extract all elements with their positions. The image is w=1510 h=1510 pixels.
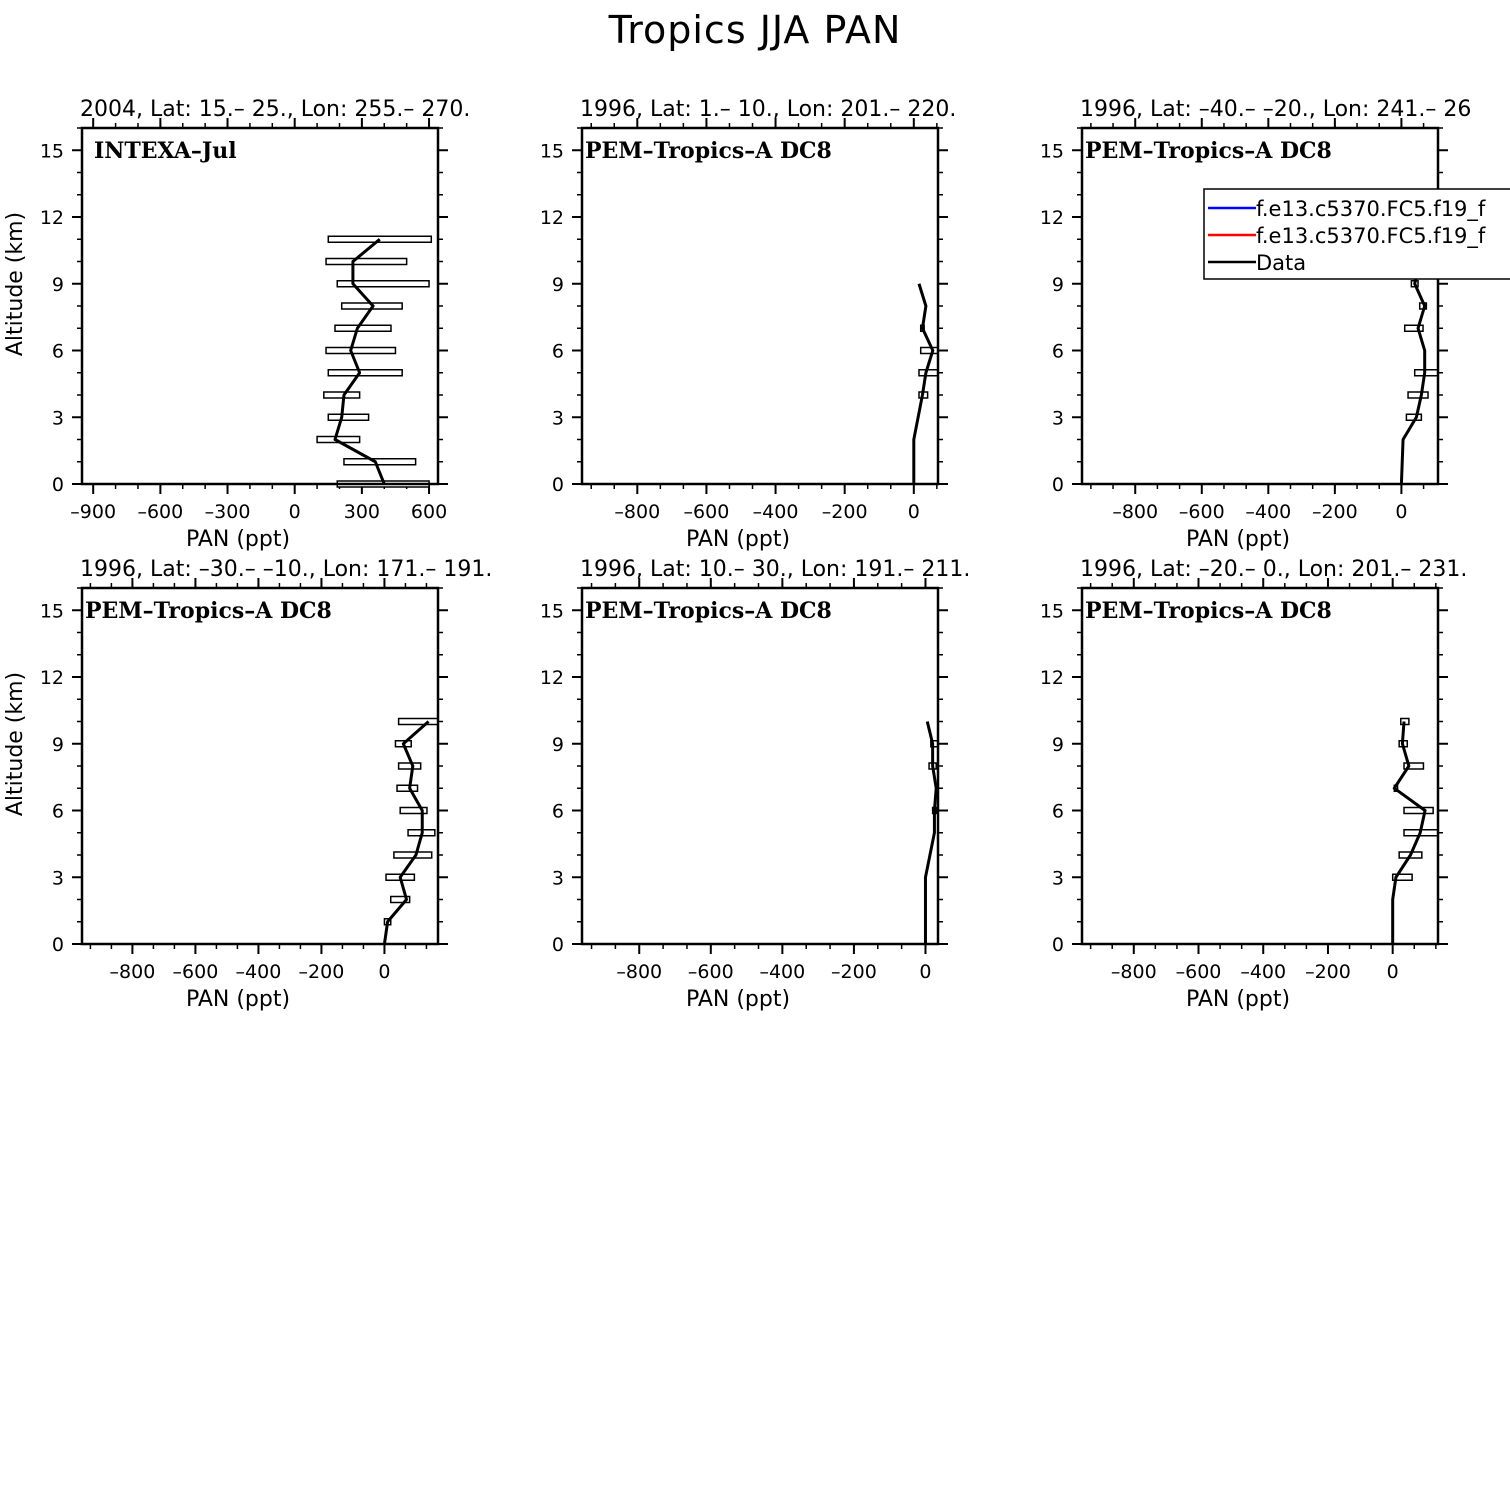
plot-frame: [582, 588, 938, 944]
range-bar: [399, 763, 421, 769]
campaign-label: INTEXA–Jul: [94, 138, 237, 164]
plot-frame: [1082, 588, 1438, 944]
panel-title: 1996, Lat: –30.– –10., Lon: 171.– 191.: [80, 557, 493, 582]
range-bar: [337, 281, 429, 287]
y-tick-label: 15: [1039, 600, 1064, 623]
legend: [1204, 189, 1510, 279]
x-axis-label: PAN (ppt): [685, 987, 791, 1012]
range-bar: [919, 370, 938, 376]
panel-title: 1996, Lat: –20.– 0., Lon: 201.– 231.: [1080, 557, 1468, 582]
x-tick-label: 600: [410, 501, 448, 523]
y-tick-label: 0: [51, 474, 64, 496]
x-tick-label: –800: [614, 501, 661, 523]
y-tick-label: 15: [39, 600, 64, 623]
y-tick-label: 6: [1051, 800, 1064, 823]
y-tick-label: 0: [551, 934, 564, 956]
x-tick-label: –400: [1245, 501, 1292, 523]
y-tick-label: 3: [551, 867, 564, 890]
x-tick-label: –200: [298, 961, 345, 983]
x-tick-label: –800: [616, 961, 663, 983]
campaign-label: PEM–Tropics–A DC8: [1085, 598, 1332, 624]
y-tick-label: 9: [51, 733, 64, 756]
x-tick-label: –200: [1305, 961, 1351, 983]
range-bar: [1404, 808, 1433, 814]
y-tick-label: 9: [1051, 273, 1064, 296]
range-bar: [324, 392, 360, 398]
legend-label: f.e13.c5370.FC5.f19_f: [1256, 224, 1486, 248]
range-bar: [335, 325, 391, 331]
campaign-label: PEM–Tropics–A DC8: [1085, 138, 1332, 164]
y-tick-label: 12: [1039, 667, 1064, 689]
x-tick-label: –400: [752, 501, 799, 523]
x-tick-label: –900: [70, 501, 117, 523]
x-tick-label: –600: [1178, 501, 1225, 523]
y-tick-label: 3: [1051, 867, 1064, 890]
plot-frame: [82, 588, 438, 944]
x-tick-label: –200: [831, 961, 877, 983]
x-tick-label: –300: [204, 501, 251, 523]
panel-title: 2004, Lat: 15.– 25., Lon: 255.– 270.: [80, 97, 471, 122]
y-tick-label: 9: [1051, 733, 1064, 756]
y-tick-label: 12: [1039, 207, 1064, 229]
y-tick-label: 9: [551, 733, 564, 756]
x-axis-label: PAN (ppt): [685, 527, 791, 552]
range-bar: [328, 370, 402, 376]
y-tick-label: 12: [39, 207, 64, 229]
y-tick-label: 12: [539, 207, 564, 229]
x-axis-label: PAN (ppt): [185, 987, 291, 1012]
y-tick-label: 3: [1051, 407, 1064, 430]
y-tick-label: 6: [51, 800, 64, 823]
x-axis-label: PAN (ppt): [185, 527, 291, 552]
range-bar: [1405, 325, 1423, 331]
x-tick-label: –200: [1311, 501, 1358, 523]
panel-5: [540, 557, 971, 1012]
x-tick-label: –600: [172, 961, 219, 983]
figure-title: Tropics JJA PAN: [608, 8, 902, 52]
legend-label: Data: [1256, 251, 1307, 275]
range-bar: [397, 785, 417, 791]
panel-2: [540, 97, 957, 552]
y-tick-label: 15: [539, 140, 564, 163]
plot-frame: [582, 128, 938, 484]
y-tick-label: 15: [539, 600, 564, 623]
data-profile-line: [925, 722, 936, 945]
x-tick-label: –800: [109, 961, 156, 983]
x-tick-label: –800: [1112, 501, 1159, 523]
y-tick-label: 9: [551, 273, 564, 296]
x-tick-label: –400: [1240, 961, 1287, 983]
data-profile-line: [914, 284, 933, 484]
x-tick-label: –800: [1110, 961, 1157, 983]
x-tick-label: –600: [683, 501, 730, 523]
y-tick-label: 12: [39, 667, 64, 689]
y-tick-label: 0: [51, 934, 64, 956]
y-tick-label: 3: [51, 407, 64, 430]
y-tick-label: 3: [51, 867, 64, 890]
x-tick-label: –600: [137, 501, 184, 523]
panel-6: [1040, 557, 1468, 1012]
x-axis-label: PAN (ppt): [1185, 987, 1291, 1012]
range-bar: [921, 348, 938, 354]
x-tick-label: 0: [907, 501, 920, 523]
range-bar: [328, 414, 368, 420]
range-bar: [1408, 392, 1428, 398]
x-tick-label: 300: [343, 501, 381, 523]
y-tick-label: 15: [39, 140, 64, 163]
data-profile-line: [335, 239, 384, 484]
range-bar: [326, 348, 395, 354]
y-tick-label: 0: [1051, 934, 1064, 956]
y-axis-label: Altitude (km): [3, 671, 28, 817]
x-tick-label: –200: [821, 501, 868, 523]
y-tick-label: 9: [51, 273, 64, 296]
y-tick-label: 3: [551, 407, 564, 430]
y-tick-label: 0: [551, 474, 564, 496]
range-bar: [399, 719, 438, 725]
y-tick-label: 0: [1051, 474, 1064, 496]
y-tick-label: 6: [1051, 340, 1064, 363]
range-bar: [326, 259, 407, 265]
data-profile-line: [384, 722, 428, 945]
x-tick-label: –400: [235, 961, 282, 983]
campaign-label: PEM–Tropics–A DC8: [585, 138, 832, 164]
x-tick-label: –600: [1175, 961, 1222, 983]
x-tick-label: 0: [1386, 961, 1399, 983]
y-tick-label: 6: [551, 800, 564, 823]
panel-title: 1996, Lat: –40.– –20., Lon: 241.– 26: [1080, 97, 1472, 122]
y-tick-label: 12: [539, 667, 564, 689]
campaign-label: PEM–Tropics–A DC8: [585, 598, 832, 624]
y-axis-label: Altitude (km): [3, 211, 28, 357]
x-tick-label: 0: [378, 961, 391, 983]
y-tick-label: 6: [51, 340, 64, 363]
y-tick-label: 6: [551, 340, 564, 363]
plot-frame: [1082, 128, 1438, 484]
y-tick-label: 15: [1039, 140, 1064, 163]
x-tick-label: 0: [1395, 501, 1408, 523]
x-tick-label: 0: [919, 961, 932, 983]
range-bar: [344, 459, 416, 465]
panel-4: [3, 557, 492, 1012]
panel-1: [3, 97, 470, 552]
panel-3: [1040, 97, 1472, 552]
legend-label: f.e13.c5370.FC5.f19_f: [1256, 197, 1486, 221]
x-tick-label: –400: [759, 961, 806, 983]
panel-title: 1996, Lat: 1.– 10., Lon: 201.– 220.: [580, 97, 957, 122]
range-bar: [1415, 370, 1438, 376]
campaign-label: PEM–Tropics–A DC8: [85, 598, 332, 624]
panel-title: 1996, Lat: 10.– 30., Lon: 191.– 211.: [580, 557, 971, 582]
x-tick-label: 0: [288, 501, 301, 523]
x-axis-label: PAN (ppt): [1185, 527, 1291, 552]
x-tick-label: –600: [687, 961, 734, 983]
